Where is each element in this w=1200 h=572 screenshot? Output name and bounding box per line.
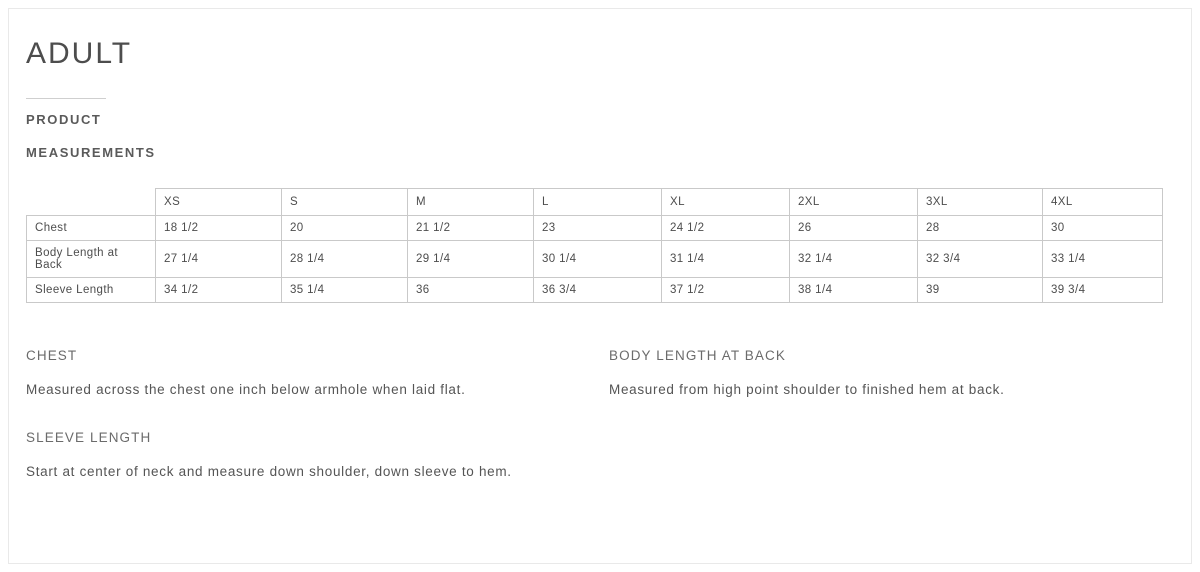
column-header-xl: XL bbox=[662, 188, 790, 215]
cell-sleeve-length-m: 36 bbox=[408, 277, 534, 302]
note-sleeve-length-body: Start at center of neck and measure down shoulder, down sleeve to hem. bbox=[26, 464, 512, 480]
measurement-notes bbox=[26, 348, 1166, 513]
note-sleeve-length bbox=[26, 430, 579, 485]
cell-chest-3xl: 28 bbox=[918, 215, 1043, 240]
page-title: ADULT bbox=[26, 37, 133, 70]
notes-column-right bbox=[609, 348, 1162, 513]
cell-chest-4xl: 30 bbox=[1043, 215, 1163, 240]
cell-sleeve-length-3xl: 39 bbox=[918, 277, 1043, 302]
cell-chest-xl: 24 1/2 bbox=[662, 215, 790, 240]
table-header-row bbox=[27, 188, 1163, 215]
column-header-2xl: 2XL bbox=[790, 188, 918, 215]
subtitle-measurements: MEASUREMENTS bbox=[26, 145, 156, 161]
cell-chest-2xl: 26 bbox=[790, 215, 918, 240]
row-label-chest: Chest bbox=[27, 215, 156, 240]
note-sleeve-length-heading: SLEEVE LENGTH bbox=[26, 430, 152, 446]
cell-body-length-s: 28 1/4 bbox=[282, 240, 408, 277]
note-chest bbox=[26, 348, 579, 403]
table-row bbox=[27, 215, 1163, 240]
note-body-length bbox=[609, 348, 1162, 403]
cell-body-length-m: 29 1/4 bbox=[408, 240, 534, 277]
cell-chest-l: 23 bbox=[534, 215, 662, 240]
table-corner-cell bbox=[27, 188, 156, 215]
note-body-length-heading: BODY LENGTH AT BACK bbox=[609, 347, 786, 363]
measurements-table bbox=[26, 188, 1163, 303]
cell-sleeve-length-xs: 34 1/2 bbox=[156, 277, 282, 302]
notes-column-gap bbox=[579, 348, 609, 513]
cell-chest-xs: 18 1/2 bbox=[156, 215, 282, 240]
cell-sleeve-length-2xl: 38 1/4 bbox=[790, 277, 918, 302]
row-label-sleeve-length: Sleeve Length bbox=[27, 277, 156, 302]
cell-body-length-4xl: 33 1/4 bbox=[1043, 240, 1163, 277]
table-row bbox=[27, 240, 1163, 277]
note-body-length-body: Measured from high point shoulder to finished hem at back. bbox=[609, 381, 1005, 397]
cell-sleeve-length-xl: 37 1/2 bbox=[662, 277, 790, 302]
cell-body-length-l: 30 1/4 bbox=[534, 240, 662, 277]
cell-body-length-3xl: 32 3/4 bbox=[918, 240, 1043, 277]
note-chest-body: Measured across the chest one inch below armhole when laid flat. bbox=[26, 381, 466, 397]
subtitle-product: PRODUCT bbox=[26, 112, 102, 127]
cell-body-length-xs: 27 1/4 bbox=[156, 240, 282, 277]
page-content bbox=[26, 36, 1166, 513]
cell-sleeve-length-s: 35 1/4 bbox=[282, 277, 408, 302]
column-header-s: S bbox=[282, 188, 408, 215]
column-header-4xl: 4XL bbox=[1043, 188, 1163, 215]
note-chest-heading: CHEST bbox=[26, 347, 78, 363]
cell-sleeve-length-l: 36 3/4 bbox=[534, 277, 662, 302]
title-divider bbox=[26, 98, 106, 99]
cell-chest-m: 21 1/2 bbox=[408, 215, 534, 240]
row-label-body-length: Body Length at Back bbox=[27, 240, 156, 277]
column-header-l: L bbox=[534, 188, 662, 215]
cell-chest-s: 20 bbox=[282, 215, 408, 240]
cell-body-length-2xl: 32 1/4 bbox=[790, 240, 918, 277]
column-header-xs: XS bbox=[156, 188, 282, 215]
table-row bbox=[27, 277, 1163, 302]
cell-sleeve-length-4xl: 39 3/4 bbox=[1043, 277, 1163, 302]
column-header-3xl: 3XL bbox=[918, 188, 1043, 215]
cell-body-length-xl: 31 1/4 bbox=[662, 240, 790, 277]
column-header-m: M bbox=[408, 188, 534, 215]
notes-column-left bbox=[26, 348, 579, 513]
